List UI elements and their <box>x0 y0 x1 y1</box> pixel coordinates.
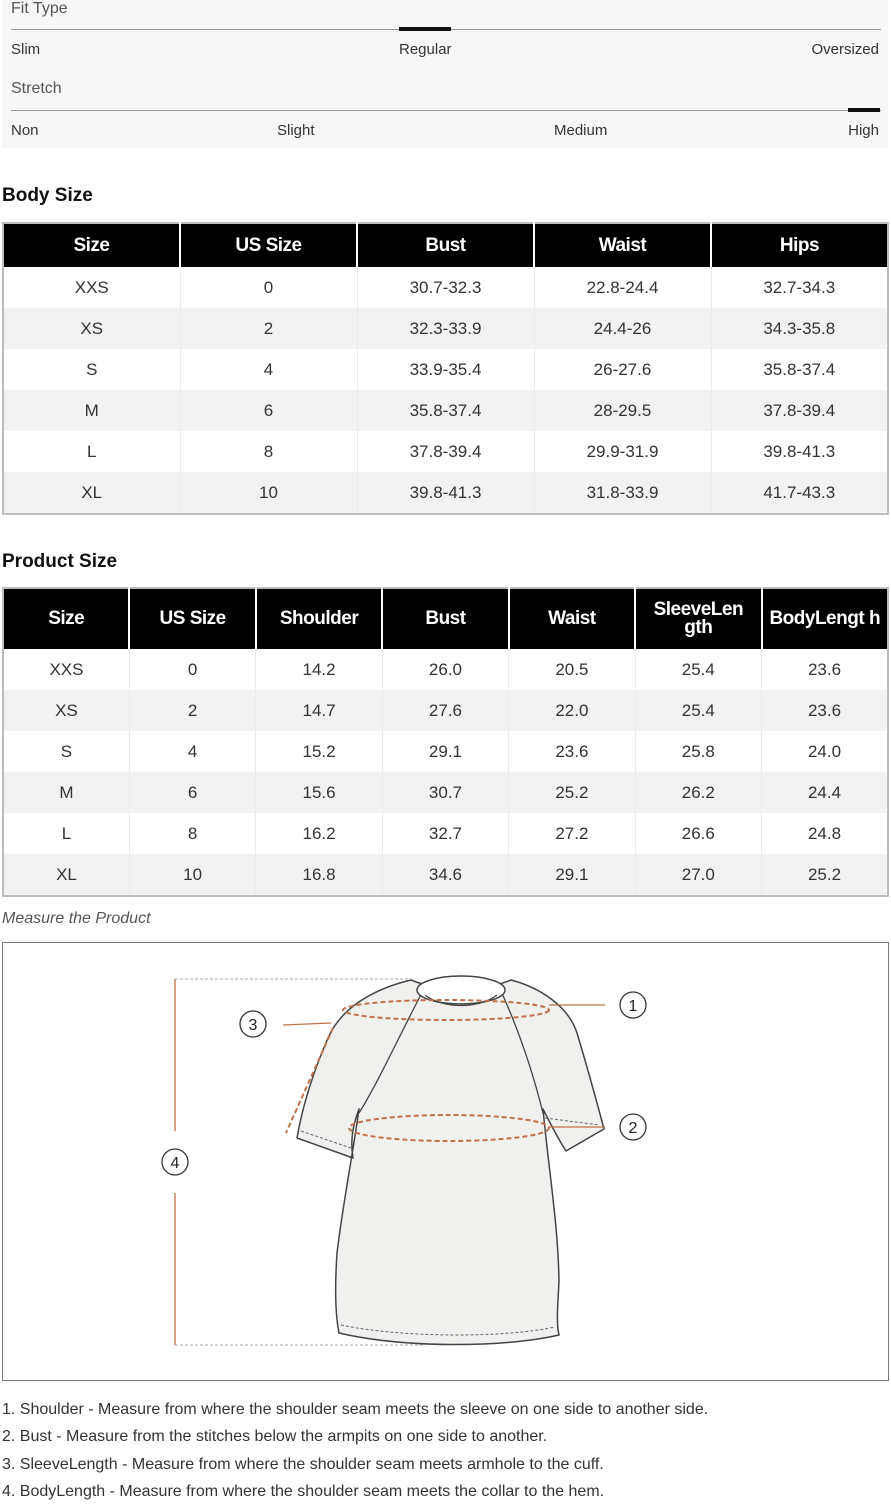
product-size-cell: L <box>3 813 129 854</box>
product-size-header-cell: Shoulder <box>256 588 382 649</box>
product-size-cell: 16.2 <box>256 813 382 854</box>
product-size-cell: 25.4 <box>635 690 761 731</box>
stretch-label-high: High <box>848 122 879 139</box>
table-row <box>3 431 888 472</box>
stretch-marker <box>848 108 880 112</box>
tshirt-shape <box>297 980 604 1345</box>
body-size-cell: S <box>3 349 180 390</box>
note-body-length: 4. BodyLength - Measure from where the shoulder seam meets the collar to the hem. <box>2 1482 605 1500</box>
body-size-cell: 28-29.5 <box>534 390 711 431</box>
measure-notes <box>2 1396 708 1505</box>
product-size-cell: 29.1 <box>382 731 508 772</box>
body-size-header-cell: Size <box>3 223 180 267</box>
body-size-rows <box>3 267 888 514</box>
body-size-cell: 4 <box>180 349 357 390</box>
body-size-cell: XL <box>3 472 180 514</box>
product-size-header-cell: Waist <box>509 588 635 649</box>
product-size-cell: 16.8 <box>256 854 382 896</box>
product-size-cell: 27.0 <box>635 854 761 896</box>
body-size-table <box>2 222 889 515</box>
product-size-cell: 4 <box>129 731 255 772</box>
product-size-cell: 22.0 <box>509 690 635 731</box>
body-size-cell: 32.3-33.9 <box>357 308 534 349</box>
product-size-header-cell: Size <box>3 588 129 649</box>
body-size-cell: 26-27.6 <box>534 349 711 390</box>
fit-stretch-panel <box>2 0 888 148</box>
stretch-label-non: Non <box>11 122 39 139</box>
body-size-header-row <box>3 223 888 267</box>
body-size-cell: 10 <box>180 472 357 514</box>
stretch-scale <box>11 110 881 111</box>
body-size-cell: XXS <box>3 267 180 308</box>
body-size-cell: 0 <box>180 267 357 308</box>
callout-2-label: 2 <box>628 1120 638 1137</box>
body-size-cell: 39.8-41.3 <box>711 431 888 472</box>
body-size-cell: 8 <box>180 431 357 472</box>
product-size-cell: 25.2 <box>762 854 888 896</box>
product-size-cell: 15.6 <box>256 772 382 813</box>
product-size-cell: 30.7 <box>382 772 508 813</box>
stretch-label-medium: Medium <box>554 122 608 139</box>
table-row <box>3 813 888 854</box>
product-size-header-cell: US Size <box>129 588 255 649</box>
body-size-cell: 35.8-37.4 <box>711 349 888 390</box>
table-row <box>3 267 888 308</box>
callout-3-leader <box>283 1023 331 1025</box>
callout-1 <box>620 992 646 1018</box>
fit-type-title: Fit Type <box>11 0 68 17</box>
body-size-cell: 33.9-35.4 <box>357 349 534 390</box>
body-size-cell: 24.4-26 <box>534 308 711 349</box>
product-size-cell: 25.8 <box>635 731 761 772</box>
body-size-cell: 34.3-35.8 <box>711 308 888 349</box>
product-size-cell: 25.2 <box>509 772 635 813</box>
fit-label-oversized: Oversized <box>811 41 879 58</box>
body-size-cell: 2 <box>180 308 357 349</box>
product-size-cell: 24.0 <box>762 731 888 772</box>
product-size-title: Product Size <box>2 551 118 572</box>
product-size-cell: 6 <box>129 772 255 813</box>
product-size-cell: 23.6 <box>509 731 635 772</box>
table-row <box>3 390 888 431</box>
product-size-header-row <box>3 588 888 649</box>
fit-type-marker <box>399 27 451 31</box>
tshirt-diagram <box>3 943 888 1380</box>
product-size-cell: 23.6 <box>762 649 888 690</box>
product-size-cell: 2 <box>129 690 255 731</box>
body-size-cell: L <box>3 431 180 472</box>
product-size-cell: 26.6 <box>635 813 761 854</box>
table-row <box>3 649 888 690</box>
callout-3-label: 3 <box>248 1017 258 1034</box>
product-size-cell: 25.4 <box>635 649 761 690</box>
body-size-cell: 39.8-41.3 <box>357 472 534 514</box>
stretch-label-slight: Slight <box>277 122 315 139</box>
note-bust: 2. Bust - Measure from the stitches below the armpits on one side to another. <box>2 1428 548 1446</box>
body-size-cell: 37.8-39.4 <box>357 431 534 472</box>
body-size-header-cell: US Size <box>180 223 357 267</box>
product-size-cell: 15.2 <box>256 731 382 772</box>
product-size-cell: 14.7 <box>256 690 382 731</box>
body-size-header-cell: Hips <box>711 223 888 267</box>
body-size-cell: 6 <box>180 390 357 431</box>
product-size-cell: 29.1 <box>509 854 635 896</box>
body-size-cell: 30.7-32.3 <box>357 267 534 308</box>
product-size-table <box>2 587 889 897</box>
body-size-cell: 32.7-34.3 <box>711 267 888 308</box>
callout-2 <box>620 1114 646 1140</box>
body-size-cell: M <box>3 390 180 431</box>
table-row <box>3 472 888 514</box>
product-size-cell: 24.8 <box>762 813 888 854</box>
body-size-title: Body Size <box>2 185 93 206</box>
product-size-cell: 23.6 <box>762 690 888 731</box>
product-size-cell: 8 <box>129 813 255 854</box>
table-row <box>3 772 888 813</box>
body-size-cell: 41.7-43.3 <box>711 472 888 514</box>
body-size-cell: 35.8-37.4 <box>357 390 534 431</box>
product-size-cell: M <box>3 772 129 813</box>
measure-caption: Measure the Product <box>2 910 151 927</box>
body-size-header-cell: Waist <box>534 223 711 267</box>
body-size-header-cell: Bust <box>357 223 534 267</box>
product-size-cell: 14.2 <box>256 649 382 690</box>
fit-label-regular: Regular <box>399 41 452 58</box>
body-size-cell: XS <box>3 308 180 349</box>
callout-4 <box>162 1149 188 1175</box>
body-size-cell: 31.8-33.9 <box>534 472 711 514</box>
product-size-cell: XL <box>3 854 129 896</box>
product-size-cell: XS <box>3 690 129 731</box>
body-size-cell: 29.9-31.9 <box>534 431 711 472</box>
stretch-title: Stretch <box>11 80 62 97</box>
product-size-header-cell: Bust <box>382 588 508 649</box>
product-size-cell: XXS <box>3 649 129 690</box>
table-row <box>3 308 888 349</box>
product-size-header-cell: BodyLengt h <box>762 588 888 649</box>
product-size-cell: 26.2 <box>635 772 761 813</box>
note-shoulder: 1. Shoulder - Measure from where the shoulder seam meets the sleeve on one side to another side. <box>2 1401 709 1418</box>
callout-3 <box>240 1011 266 1037</box>
product-size-rows <box>3 649 888 896</box>
table-row <box>3 731 888 772</box>
product-size-cell: 27.2 <box>509 813 635 854</box>
product-size-cell: 32.7 <box>382 813 508 854</box>
callout-4-label: 4 <box>170 1155 180 1172</box>
measure-diagram <box>2 942 889 1381</box>
table-row <box>3 349 888 390</box>
note-sleeve-length: 3. SleeveLength - Measure from where the shoulder seam meets armhole to the cuff. <box>2 1455 604 1473</box>
table-row <box>3 690 888 731</box>
product-size-cell: S <box>3 731 129 772</box>
product-size-cell: 0 <box>129 649 255 690</box>
product-size-header-cell: SleeveLen gth <box>635 588 761 649</box>
body-size-cell: 37.8-39.4 <box>711 390 888 431</box>
product-size-cell: 20.5 <box>509 649 635 690</box>
fit-label-slim: Slim <box>11 41 41 58</box>
table-row <box>3 854 888 896</box>
product-size-cell: 24.4 <box>762 772 888 813</box>
body-size-cell: 22.8-24.4 <box>534 267 711 308</box>
product-size-cell: 27.6 <box>382 690 508 731</box>
product-size-cell: 34.6 <box>382 854 508 896</box>
callout-1-label: 1 <box>628 998 638 1015</box>
product-size-cell: 10 <box>129 854 255 896</box>
product-size-cell: 26.0 <box>382 649 508 690</box>
